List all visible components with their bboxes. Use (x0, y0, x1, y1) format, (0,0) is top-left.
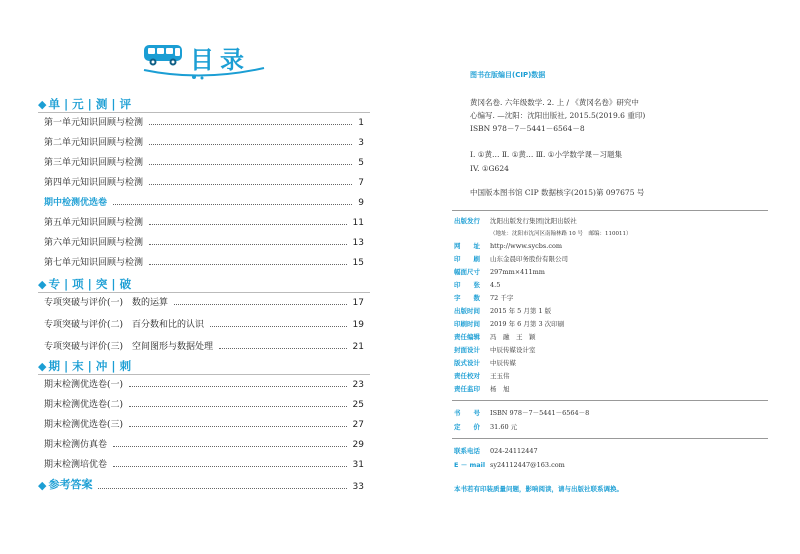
pub-row: 字 数 72 千字 (454, 294, 514, 302)
pub-row: 版式设计 中辰传媒 (454, 359, 516, 367)
toc-entry[interactable]: 专项突破与评价(三) 空间图形与数据处理 21 (44, 342, 364, 352)
toc-entry[interactable]: 第五单元知识回顾与检测 11 (44, 218, 364, 228)
toc-entry[interactable]: 期末检测培优卷 31 (44, 460, 364, 470)
pub-row: 网 址 http://www.sycbs.com (454, 242, 563, 250)
diamond-icon: ◆ (38, 278, 47, 291)
pub-price: 定 价 31.60 元 (454, 423, 518, 431)
pub-row: 出版发行 沈阳出版发行集团|沈阳出版社 (454, 217, 577, 225)
toc-entry[interactable]: 第三单元知识回顾与检测 5 (44, 158, 364, 168)
divider (38, 374, 370, 375)
section-heading-special: ◆ 专 | 项 | 突 | 破 (38, 277, 132, 291)
toc-entry[interactable]: 第二单元知识回顾与检测 3 (44, 138, 364, 148)
diamond-icon: ◆ (38, 479, 47, 492)
toc-entry[interactable]: 第七单元知识回顾与检测 15 (44, 258, 364, 268)
toc-entry[interactable]: 第四单元知识回顾与检测 7 (44, 178, 364, 188)
diamond-icon: ◆ (38, 98, 47, 111)
pub-row: 责任编辑 冯 融 王 颖 (454, 333, 536, 341)
pub-isbn: 书 号 ISBN 978－7－5441－6564－8 (454, 409, 590, 417)
pub-row: 幅面尺寸 297mm×411mm (454, 268, 545, 276)
toc-entry-midterm[interactable]: 期中检测优选卷 9 (44, 198, 364, 208)
cip-class: IV. ①G624 (470, 164, 509, 173)
pub-row: 印刷时间 2019 年 6 月第 3 次印刷 (454, 320, 565, 328)
toc-entry[interactable]: 期末检测仿真卷 29 (44, 440, 364, 450)
footer-note: 本书若有印装质量问题，影响阅读，请与出版社联系调换。 (454, 485, 623, 493)
title-swoosh (142, 60, 266, 80)
pub-row: （地址：沈阳市沈河区南翰林路 10 号 邮编：110011） (490, 231, 632, 237)
toc-entry[interactable]: 第六单元知识回顾与检测 13 (44, 238, 364, 248)
pub-row: 出版时间 2015 年 5 月第 1 版 (454, 307, 552, 315)
divider (452, 210, 768, 211)
cip-line: 心编写. —沈阳：沈阳出版社, 2015.5(2019.6 重印) (470, 111, 646, 120)
toc-entry[interactable]: 专项突破与评价(二) 百分数和比的认识 19 (44, 320, 364, 330)
pub-row: 印 张 4.5 (454, 281, 501, 289)
toc-entry[interactable]: 期末检测优选卷(二) 25 (44, 400, 364, 410)
cip-isbn: ISBN 978－7－5441－6564－8 (470, 124, 585, 133)
pub-email[interactable]: E － mail sy24112447@163.com (454, 461, 565, 469)
section-heading-unit: ◆ 单 | 元 | 测 | 评 (38, 97, 132, 111)
pub-row: 封面设计 中辰传媒设计室 (454, 346, 536, 354)
cip-line: 黄冈名卷. 六年级数学. 2. 上 / 《黄冈名卷》研究中 (470, 98, 639, 107)
divider (452, 400, 768, 401)
toc-entry[interactable]: 专项突破与评价(一) 数的运算 17 (44, 298, 364, 308)
cip-note: 中国版本图书馆 CIP 数据核字(2015)第 097675 号 (470, 188, 645, 197)
toc-entry[interactable]: 第一单元知识回顾与检测 1 (44, 118, 364, 128)
divider (38, 292, 370, 293)
toc-entry-answers[interactable]: ◆ 参考答案 33 (38, 478, 364, 492)
toc-entry[interactable]: 期末检测优选卷(一) 23 (44, 380, 364, 390)
section-heading-final: ◆ 期 | 末 | 冲 | 刺 (38, 359, 132, 373)
diamond-icon: ◆ (38, 360, 47, 373)
toc-header (142, 38, 262, 78)
divider (452, 438, 768, 439)
cip-title: 图书在版编目(CIP)数据 (470, 71, 546, 79)
pub-row: 责任校对 王玉伟 (454, 372, 510, 380)
pub-phone: 联系电话 024-24112447 (454, 447, 538, 455)
pub-row: 印 刷 山东金晨印务股份有限公司 (454, 255, 568, 263)
toc-title: 目录 (190, 46, 250, 74)
cip-class: Ⅰ. ①黄… Ⅱ. ①黄… Ⅲ. ①小学数学课－习题集 (470, 150, 623, 159)
divider (38, 112, 370, 113)
pub-row: 责任监印 杨 旭 (454, 385, 510, 393)
toc-entry[interactable]: 期末检测优选卷(三) 27 (44, 420, 364, 430)
